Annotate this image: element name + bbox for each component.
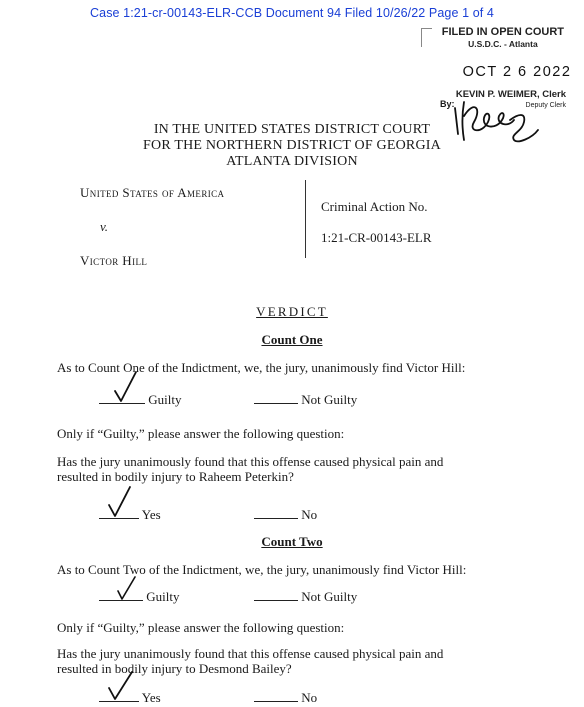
count-two-yes-checkmark (108, 670, 134, 702)
count-one-title: Count One (261, 332, 323, 347)
count-one-question-line1: Has the jury unanimously found that this offense caused physical pain and (57, 454, 444, 469)
stamp-bracket (421, 28, 432, 47)
caption-divider (305, 180, 306, 258)
action-label: Criminal Action No. (321, 199, 428, 214)
case-caption-parties (80, 186, 224, 288)
count-two-not-guilty-blank[interactable] (254, 600, 298, 601)
stamp-clerk-name: KEVIN P. WEIMER, Clerk (455, 89, 566, 100)
count-one-no-option[interactable] (254, 507, 317, 523)
action-number: 1:21-CR-00143-ELR (321, 230, 432, 245)
count-two-not-guilty-option[interactable] (254, 589, 357, 605)
count-one-not-guilty-option[interactable] (254, 392, 357, 408)
count-two-guilty-option[interactable] (99, 589, 179, 605)
count-two-no-option[interactable] (254, 690, 317, 706)
count-one-no-blank[interactable] (254, 518, 298, 519)
court-heading (0, 122, 584, 170)
stamp-by-label: By: (440, 99, 455, 109)
versus-label: v. (100, 219, 109, 234)
count-two-guilty-label: Guilty (146, 589, 180, 604)
stamp-deputy-label: Deputy Clerk (525, 102, 566, 109)
count-two-guilty-checkmark (117, 575, 137, 601)
court-heading-line1: IN THE UNITED STATES DISTRICT COURT (153, 122, 431, 137)
plaintiff-name: United States of America (80, 185, 225, 200)
count-one-not-guilty-blank[interactable] (254, 403, 298, 404)
stamp-date: OCT 2 6 2022 (462, 64, 572, 80)
count-two-yes-label: Yes (141, 690, 161, 705)
count-one-guilty-option[interactable] (99, 392, 181, 408)
count-one-guilty-label: Guilty (148, 392, 182, 407)
count-two-question-line1: Has the jury unanimously found that this offense caused physical pain and (57, 646, 444, 661)
count-two-title: Count Two (261, 534, 323, 549)
filed-stamp-location: U.S.D.C. - Atlanta (468, 39, 538, 49)
count-two-not-guilty-label: Not Guilty (301, 589, 358, 604)
count-one-yes-checkmark (108, 485, 132, 519)
count-two-followup: Only if “Guilty,” please answer the following question: (57, 620, 345, 635)
count-one-guilty-checkmark (114, 370, 138, 404)
filed-stamp-title: FILED IN OPEN COURT (441, 26, 564, 38)
count-one-instruction: As to Count One of the Indictment, we, the jury, unanimously find Victor Hill: (57, 360, 466, 375)
count-one-yes-label: Yes (141, 507, 161, 522)
count-two-question-line2: resulted in bodily injury to Desmond Bailey? (57, 661, 292, 676)
court-heading-line3: ATLANTA DIVISION (226, 154, 358, 169)
count-one-question-line2: resulted in bodily injury to Raheem Peterkin? (57, 469, 294, 484)
count-two-no-blank[interactable] (254, 701, 298, 702)
filing-header: Case 1:21-cr-00143-ELR-CCB Document 94 Filed 10/26/22 Page 1 of 4 (90, 6, 494, 20)
filed-stamp (442, 27, 564, 50)
count-one-no-label: No (301, 507, 318, 522)
count-one-followup: Only if “Guilty,” please answer the following question: (57, 426, 345, 441)
count-one-not-guilty-label: Not Guilty (301, 392, 358, 407)
defendant-name: Victor Hill (80, 253, 148, 268)
count-two-instruction: As to Count Two of the Indictment, we, the jury, unanimously find Victor Hill: (57, 562, 467, 577)
count-one-question (57, 454, 537, 484)
case-caption-action (321, 200, 432, 262)
verdict-title: VERDICT (256, 304, 328, 319)
count-two-no-label: No (301, 690, 318, 705)
court-heading-line2: FOR THE NORTHERN DISTRICT OF GEORGIA (143, 138, 441, 153)
